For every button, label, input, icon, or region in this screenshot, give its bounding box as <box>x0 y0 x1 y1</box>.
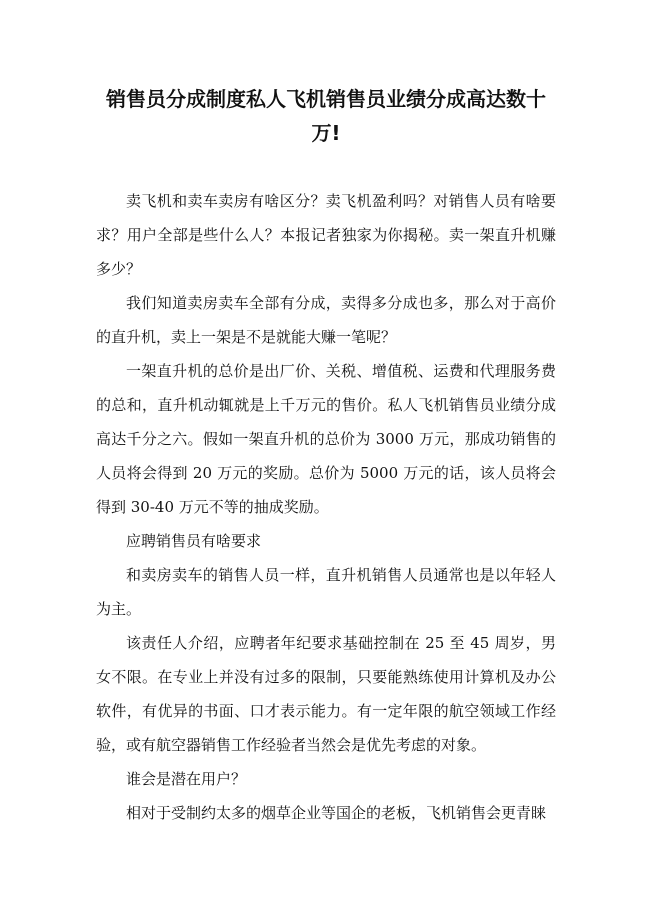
paragraph: 相对于受制约太多的烟草企业等国企的老板，飞机销售会更青睐 <box>126 804 547 822</box>
paragraph: 该责任人介绍，应聘者年纪要求基础控制在 25 至 45 周岁，男女不限。在专业上并没有过多的限制，只要能熟练使用计算机及办公软件，有优异的书面、口才表示能力。有一定年限的航空领域工作经验，或有航空器销售工作经验者当然会是优先考虑的对象。 <box>96 634 556 754</box>
document-title: 销售员分成制度私人飞机销售员业绩分成高达数十万! <box>106 87 546 145</box>
section-heading: 谁会是潜在用户？ <box>126 770 247 788</box>
document-body <box>96 184 556 830</box>
paragraph: 我们知道卖房卖车全部有分成，卖得多分成也多，那么对于高价的直升机，卖上一架是不是就能大赚一笔呢？ <box>96 294 556 346</box>
paragraph: 和卖房卖车的销售人员一样，直升机销售人员通常也是以年轻人为主。 <box>96 566 556 618</box>
paragraph: 卖飞机和卖车卖房有啥区分？卖飞机盈利吗？对销售人员有啥要求？用户全部是些什么人？本报记者独家为你揭秘。卖一架直升机赚多少？ <box>96 192 556 278</box>
paragraph: 一架直升机的总价是出厂价、关税、增值税、运费和代理服务费的总和，直升机动辄就是上千万元的售价。私人飞机销售员业绩分成高达千分之六。假如一架直升机的总价为 3000 万元，那成功销售的人员将会得到 20 万元的奖励。总价为 5000 万元的话，该人员将会得到 30-40 万元不等的抽成奖励。 <box>96 362 556 516</box>
section-heading: 应聘销售员有啥要求 <box>126 532 262 550</box>
